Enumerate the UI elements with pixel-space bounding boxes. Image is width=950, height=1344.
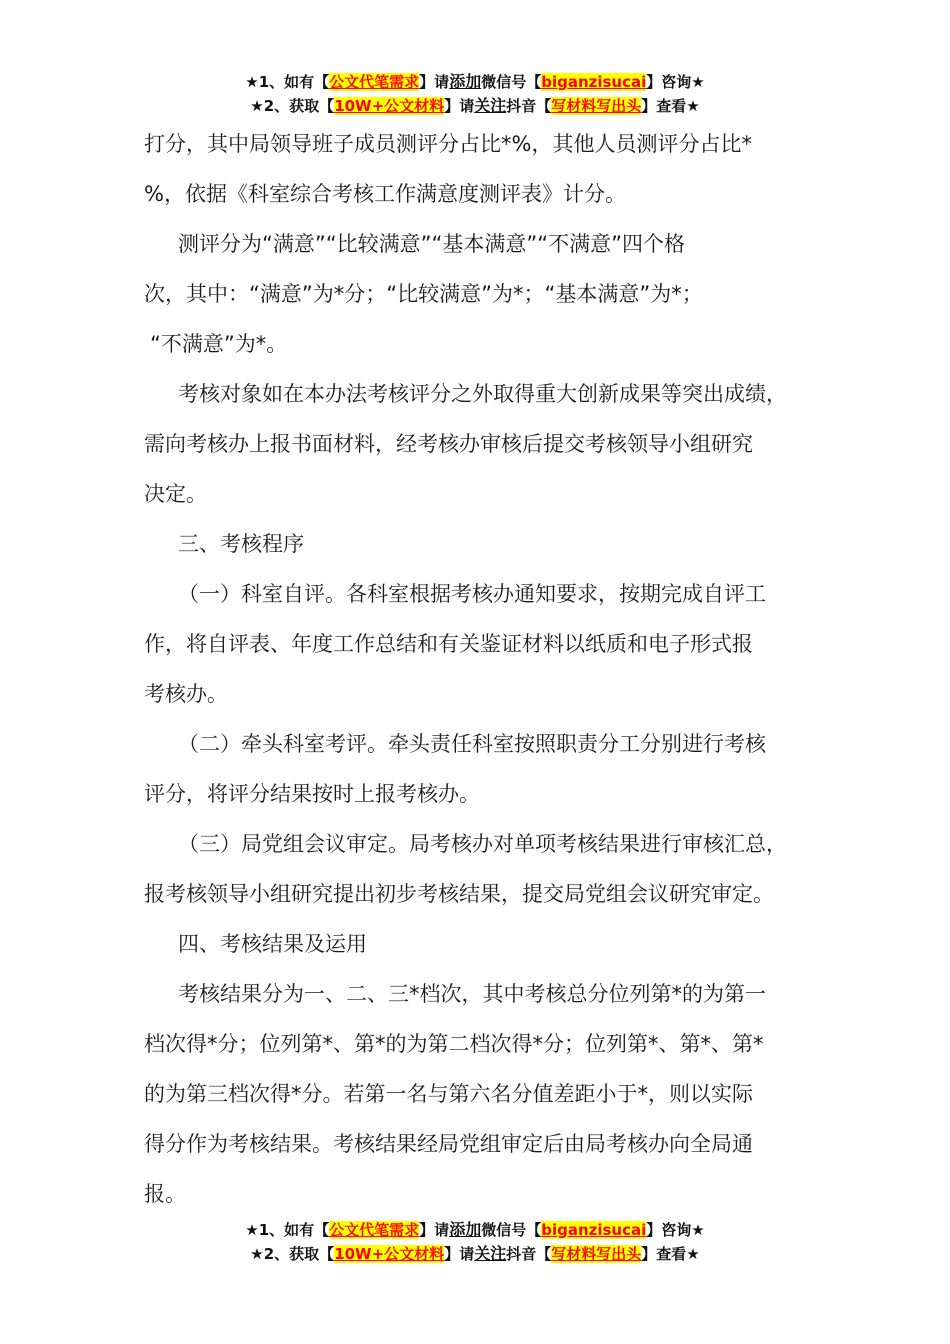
underlined-follow: 关注 — [474, 1244, 507, 1263]
highlight-wechat-id: biganzisucai — [541, 1221, 647, 1239]
banner-line-2 — [0, 1242, 950, 1266]
highlight-douyin: 写材料写出头 — [551, 1245, 642, 1263]
body-line: 的为第三档次得*分。若第一名与第六名分值差距小于*，则以实际 — [144, 1082, 753, 1106]
banner-line-1 — [0, 1218, 950, 1242]
banner-text: 抖音【 — [506, 97, 552, 115]
section-heading: 三、考核程序 — [178, 532, 304, 556]
body-line: （三）局党组会议审定。局考核办对单项考核结果进行审核汇总， — [178, 832, 787, 856]
banner-text: 】请 — [444, 1245, 475, 1263]
body-line: 测评分为“满意”“比较满意”“基本满意”“不满意”四个格 — [178, 232, 686, 256]
body-line: （一）科室自评。各科室根据考核办通知要求，按期完成自评工 — [178, 582, 766, 606]
banner-text: ★2、获取【 — [250, 1245, 335, 1263]
banner-text: 】咨询★ — [646, 73, 705, 91]
highlight-wechat-id: biganzisucai — [541, 73, 647, 91]
body-line: 需向考核办上报书面材料，经考核办审核后提交考核领导小组研究 — [144, 432, 753, 456]
footer-banner — [0, 1218, 950, 1266]
section-heading: 四、考核结果及运用 — [178, 932, 367, 956]
body-line: 打分，其中局领导班子成员测评分占比*%，其他人员测评分占比* — [144, 132, 752, 156]
body-line: 报考核领导小组研究提出初步考核结果，提交局党组会议研究审定。 — [144, 882, 774, 906]
body-line: 作，将自评表、年度工作总结和有关鉴证材料以纸质和电子形式报 — [144, 632, 753, 656]
body-line: 档次得*分；位列第*、第*的为第二档次得*分；位列第*、第*、第* — [144, 1032, 764, 1056]
banner-text: 】查看★ — [641, 1245, 700, 1263]
header-banner — [0, 70, 950, 118]
banner-text: 】请 — [444, 97, 475, 115]
highlight-douyin: 写材料写出头 — [551, 97, 642, 115]
underlined-follow: 关注 — [474, 96, 507, 115]
body-line: %，依据《科室综合考核工作满意度测评表》计分。 — [144, 182, 626, 206]
body-line: 次，其中：“满意”为*分；“比较满意”为*；“基本满意”为*； — [144, 282, 703, 306]
highlight-ghostwriting: 公文代笔需求 — [329, 73, 420, 91]
banner-text: 微信号【 — [481, 73, 542, 91]
banner-text: ★1、如有【 — [245, 73, 330, 91]
body-line: 得分作为考核结果。考核结果经局党组审定后由局考核办向全局通 — [144, 1132, 753, 1156]
banner-line-2 — [0, 94, 950, 118]
banner-text: 微信号【 — [481, 1221, 542, 1239]
banner-line-1 — [0, 70, 950, 94]
body-line: 考核对象如在本办法考核评分之外取得重大创新成果等突出成绩， — [178, 382, 787, 406]
underlined-add: 添加 — [449, 1220, 482, 1239]
banner-text: 】咨询★ — [646, 1221, 705, 1239]
highlight-materials: 10W+公文材料 — [334, 1245, 445, 1263]
banner-text: ★1、如有【 — [245, 1221, 330, 1239]
body-line: 考核办。 — [144, 682, 228, 706]
body-line: （二）牵头科室考评。牵头责任科室按照职责分工分别进行考核 — [178, 732, 766, 756]
banner-text: 】请 — [419, 1221, 450, 1239]
banner-text: ★2、获取【 — [250, 97, 335, 115]
body-line: 考核结果分为一、二、三*档次，其中考核总分位列第*的为第一 — [178, 982, 766, 1006]
highlight-materials: 10W+公文材料 — [334, 97, 445, 115]
body-line: “不满意”为*。 — [150, 332, 288, 356]
underlined-add: 添加 — [449, 72, 482, 91]
body-line: 决定。 — [144, 482, 207, 506]
body-line: 报。 — [144, 1182, 186, 1206]
document-body — [144, 123, 834, 1223]
banner-text: 】请 — [419, 73, 450, 91]
body-line: 评分，将评分结果按时上报考核办。 — [144, 782, 480, 806]
banner-text: 】查看★ — [641, 97, 700, 115]
highlight-ghostwriting: 公文代笔需求 — [329, 1221, 420, 1239]
banner-text: 抖音【 — [506, 1245, 552, 1263]
